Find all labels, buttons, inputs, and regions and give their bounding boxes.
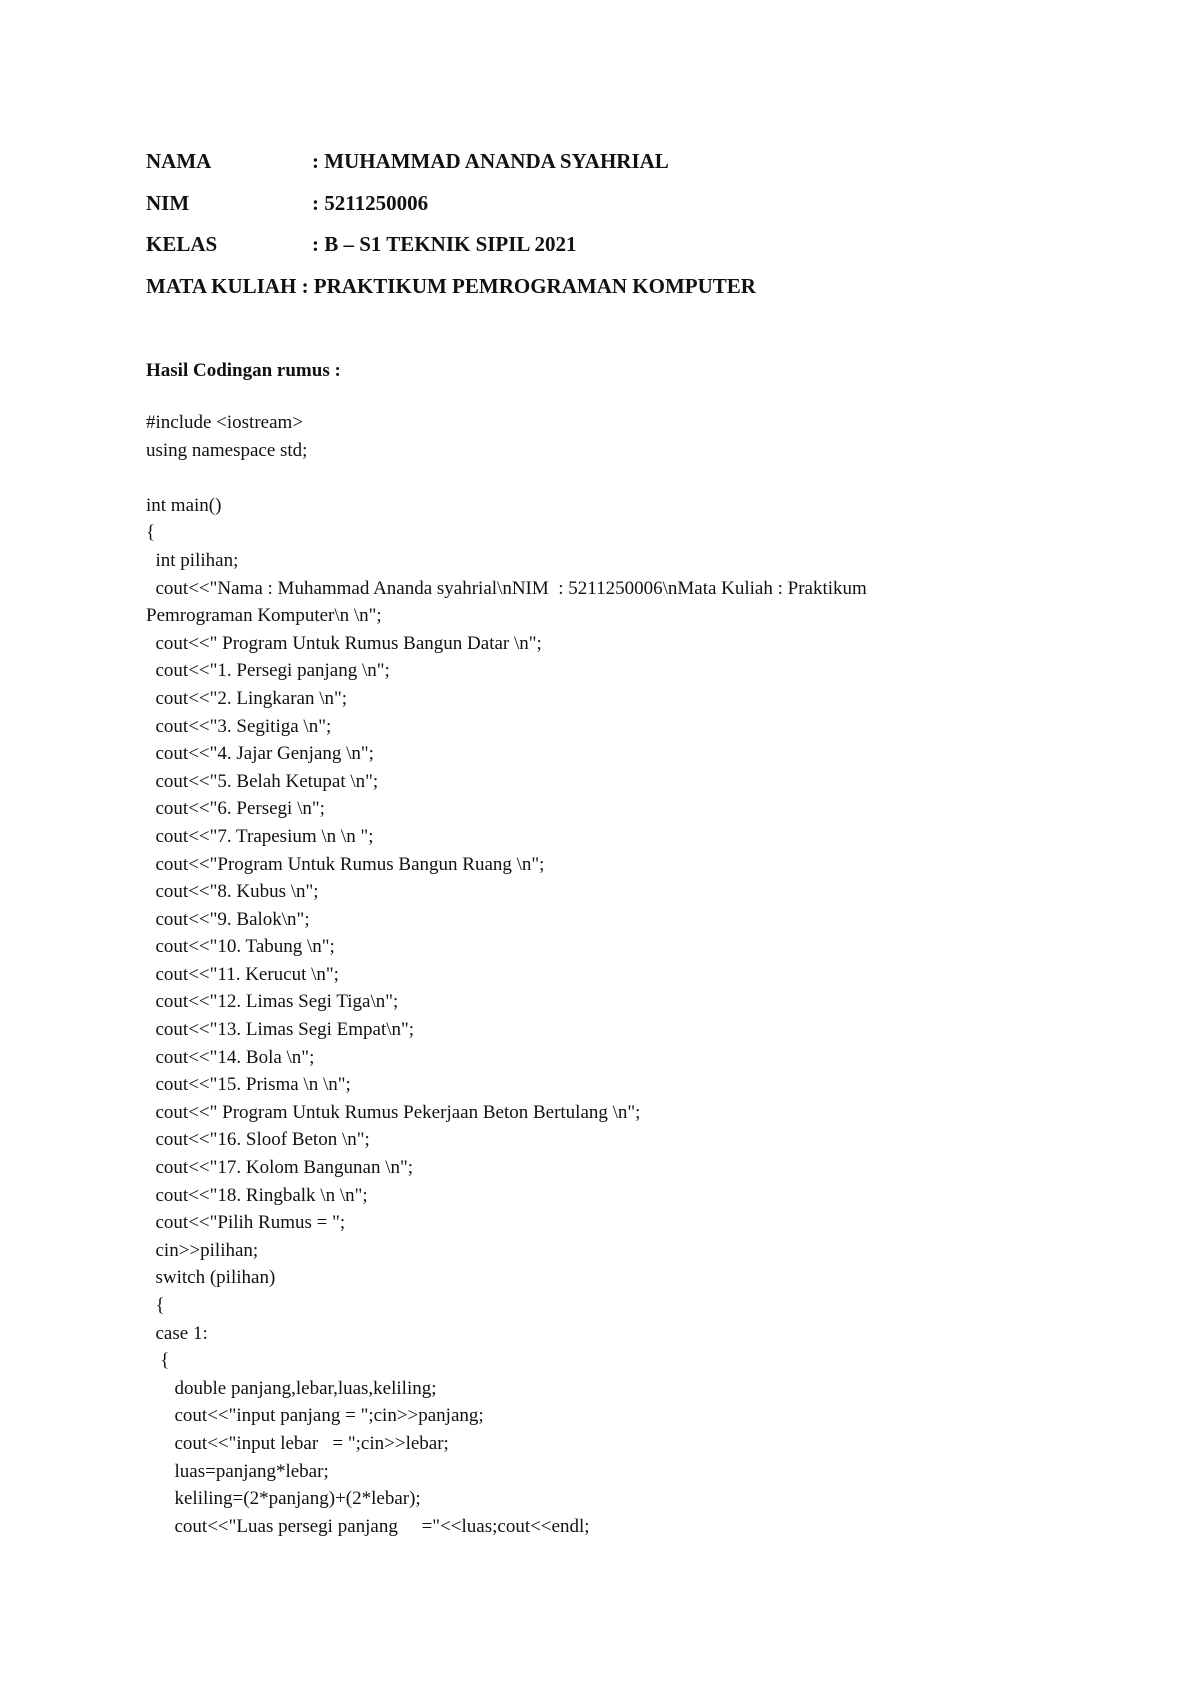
code-line: cout<<"Nama : Muhammad Ananda syahrial\nNIM : 5211250006\nMata Kuliah : Praktikum [146, 577, 867, 599]
course-label: MATA KULIAH [146, 273, 297, 298]
code-line: Pemrograman Komputer\n \n"; [146, 605, 382, 627]
code-line: using namespace std; [146, 439, 308, 461]
code-line: cout<<"12. Limas Segi Tiga\n"; [146, 991, 399, 1013]
code-line: cout<<"13. Limas Segi Empat\n"; [146, 1019, 415, 1041]
student-id-row [146, 187, 756, 229]
name-label: NAMA [146, 149, 212, 173]
name-value: : MUHAMMAD ANANDA SYAHRIAL [312, 149, 669, 173]
code-line: cout<<"Luas persegi panjang ="<<luas;cout<<endl; [146, 1515, 590, 1537]
code-line: cout<<"16. Sloof Beton \n"; [146, 1129, 370, 1151]
code-line: #include <iostream> [146, 412, 304, 433]
code-line: int pilihan; [146, 549, 239, 571]
code-line: cout<<"9. Balok\n"; [146, 908, 310, 930]
class-row [146, 228, 756, 270]
code-line: cout<<" Program Untuk Rumus Pekerjaan Beton Bertulang \n"; [146, 1101, 641, 1123]
code-line [146, 464, 1026, 492]
code-line: case 1: [146, 1322, 208, 1344]
code-line: cout<<"11. Kerucut \n"; [146, 963, 339, 985]
code-line: cout<<"10. Tabung \n"; [146, 936, 335, 958]
code-line: cout<<"input panjang = ";cin>>panjang; [146, 1405, 484, 1427]
nim-label: NIM [146, 190, 190, 215]
code-line: int main() [146, 494, 222, 516]
code-line: switch (pilihan) [146, 1267, 276, 1289]
student-name-row [146, 145, 756, 187]
code-line: cout<<"Program Untuk Rumus Bangun Ruang \n"; [146, 853, 545, 875]
code-line: cin>>pilihan; [146, 1239, 259, 1261]
code-line: cout<<"4. Jajar Genjang \n"; [146, 743, 374, 765]
code-listing [146, 409, 1026, 1540]
code-line: { [146, 1350, 170, 1372]
class-label: KELAS [146, 232, 218, 256]
code-line: cout<<"2. Lingkaran \n"; [146, 687, 348, 709]
code-line: { [146, 1295, 165, 1316]
code-line: cout<<" Program Untuk Rumus Bangun Datar \n"; [146, 632, 542, 654]
code-line: cout<<"6. Persegi \n"; [146, 798, 325, 820]
course-row [146, 270, 756, 312]
course-value: : PRAKTIKUM PEMROGRAMAN KOMPUTER [296, 273, 756, 298]
code-line: { [146, 522, 156, 544]
class-value: : B – S1 TEKNIK SIPIL 2021 [312, 232, 577, 256]
code-line: cout<<"15. Prisma \n \n"; [146, 1074, 351, 1096]
code-line: cout<<"5. Belah Ketupat \n"; [146, 770, 379, 792]
nim-value: : 5211250006 [312, 190, 429, 215]
code-line: double panjang,lebar,luas,keliling; [146, 1377, 437, 1399]
code-line: cout<<"14. Bola \n"; [146, 1046, 315, 1068]
code-line: keliling=(2*panjang)+(2*lebar); [146, 1488, 421, 1510]
section-title: Hasil Codingan rumus : [146, 360, 341, 381]
code-line: cout<<"input lebar = ";cin>>lebar; [146, 1432, 449, 1454]
code-line: cout<<"18. Ringbalk \n \n"; [146, 1184, 368, 1206]
code-line: cout<<"Pilih Rumus = "; [146, 1212, 346, 1234]
code-line: cout<<"1. Persegi panjang \n"; [146, 660, 390, 682]
code-line: cout<<"17. Kolom Bangunan \n"; [146, 1157, 414, 1179]
code-line: cout<<"7. Trapesium \n \n "; [146, 825, 374, 847]
student-info [146, 145, 756, 311]
code-line: cout<<"8. Kubus \n"; [146, 881, 319, 903]
code-line: luas=panjang*lebar; [146, 1460, 329, 1482]
code-line: cout<<"3. Segitiga \n"; [146, 715, 332, 737]
